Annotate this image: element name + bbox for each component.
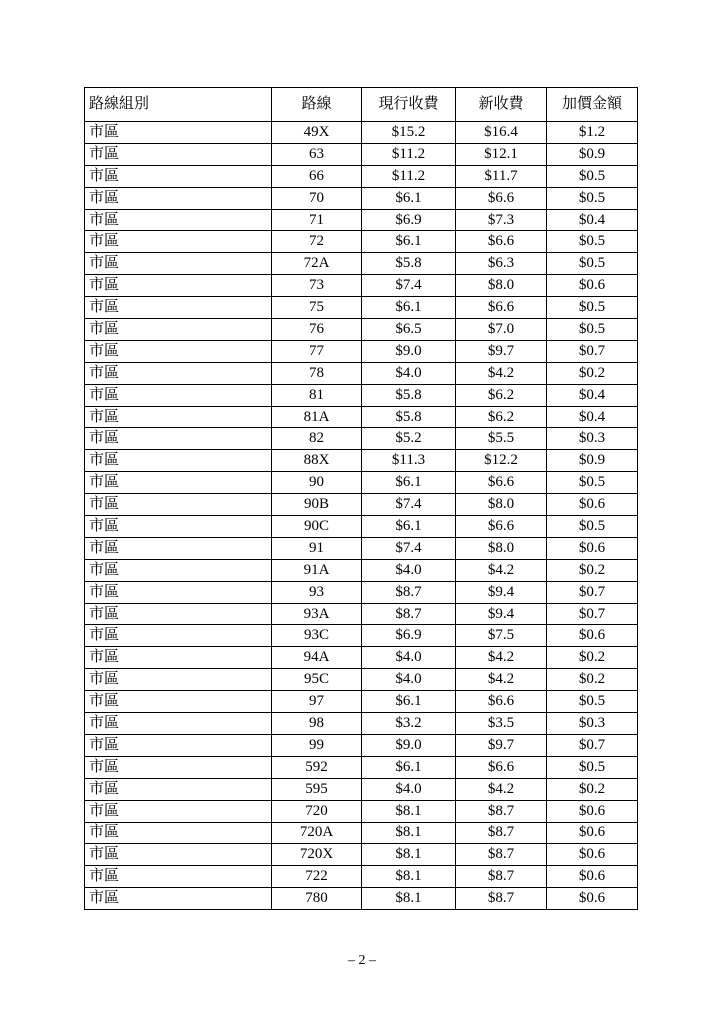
table-row xyxy=(85,187,638,209)
table-cell: $0.3 xyxy=(547,428,638,450)
table-cell: $7.4 xyxy=(362,494,456,516)
table-cell: 市區 xyxy=(85,691,272,713)
table-cell: $0.6 xyxy=(547,800,638,822)
table-cell: $0.6 xyxy=(547,537,638,559)
table-cell: $0.3 xyxy=(547,713,638,735)
table-cell: $6.6 xyxy=(456,187,547,209)
table-cell: $7.5 xyxy=(456,625,547,647)
table-cell: 81A xyxy=(272,406,362,428)
table-cell: 90C xyxy=(272,516,362,538)
table-row xyxy=(85,340,638,362)
table-cell: 市區 xyxy=(85,537,272,559)
table-cell: $4.2 xyxy=(456,559,547,581)
table-cell: $4.2 xyxy=(456,647,547,669)
table-cell: 90B xyxy=(272,494,362,516)
table-cell: 市區 xyxy=(85,734,272,756)
table-cell: $0.6 xyxy=(547,822,638,844)
table-row xyxy=(85,143,638,165)
table-cell: 70 xyxy=(272,187,362,209)
table-cell: $0.5 xyxy=(547,756,638,778)
table-cell: 市區 xyxy=(85,625,272,647)
table-cell: $6.1 xyxy=(362,756,456,778)
table-cell: $0.7 xyxy=(547,340,638,362)
table-row xyxy=(85,275,638,297)
table-cell: 93C xyxy=(272,625,362,647)
table-cell: 97 xyxy=(272,691,362,713)
table-cell: $0.6 xyxy=(547,625,638,647)
table-cell: $0.4 xyxy=(547,384,638,406)
table-cell: $0.2 xyxy=(547,362,638,384)
table-cell: $6.3 xyxy=(456,253,547,275)
table-cell: $7.0 xyxy=(456,319,547,341)
table-cell: $4.2 xyxy=(456,362,547,384)
table-cell: 市區 xyxy=(85,253,272,275)
table-cell: 720X xyxy=(272,844,362,866)
table-cell: 市區 xyxy=(85,362,272,384)
table-cell: $4.2 xyxy=(456,778,547,800)
table-cell: 市區 xyxy=(85,297,272,319)
table-cell: $8.1 xyxy=(362,866,456,888)
table-cell: $5.2 xyxy=(362,428,456,450)
table-cell: 市區 xyxy=(85,778,272,800)
table-cell: 72A xyxy=(272,253,362,275)
table-cell: 595 xyxy=(272,778,362,800)
table-cell: $6.2 xyxy=(456,384,547,406)
table-cell: $0.5 xyxy=(547,297,638,319)
table-cell: 市區 xyxy=(85,888,272,910)
table-cell: $7.4 xyxy=(362,275,456,297)
table-cell: 市區 xyxy=(85,603,272,625)
table-row xyxy=(85,450,638,472)
table-cell: 市區 xyxy=(85,494,272,516)
table-cell: $16.4 xyxy=(456,122,547,144)
table-row xyxy=(85,756,638,778)
table-cell: 市區 xyxy=(85,231,272,253)
column-header-increase: 加價金額 xyxy=(547,88,638,122)
table-cell: 99 xyxy=(272,734,362,756)
table-cell: $8.7 xyxy=(456,822,547,844)
table-cell: $9.7 xyxy=(456,340,547,362)
table-row xyxy=(85,537,638,559)
table-cell: $6.6 xyxy=(456,231,547,253)
table-cell: 75 xyxy=(272,297,362,319)
table-cell: $4.0 xyxy=(362,559,456,581)
table-cell: $8.1 xyxy=(362,822,456,844)
table-row xyxy=(85,472,638,494)
table-row xyxy=(85,691,638,713)
table-cell: $6.1 xyxy=(362,516,456,538)
table-cell: $6.6 xyxy=(456,472,547,494)
fare-table xyxy=(84,87,638,910)
table-row xyxy=(85,319,638,341)
table-cell: $8.7 xyxy=(362,603,456,625)
table-row xyxy=(85,362,638,384)
table-cell: $11.7 xyxy=(456,165,547,187)
table-cell: 市區 xyxy=(85,209,272,231)
table-cell: 72 xyxy=(272,231,362,253)
table-cell: 市區 xyxy=(85,866,272,888)
table-cell: 98 xyxy=(272,713,362,735)
table-cell: $1.2 xyxy=(547,122,638,144)
table-cell: $0.6 xyxy=(547,844,638,866)
page-number: – 2 – xyxy=(348,953,376,968)
table-row xyxy=(85,253,638,275)
table-cell: 市區 xyxy=(85,581,272,603)
table-cell: 市區 xyxy=(85,122,272,144)
table-cell: $8.0 xyxy=(456,537,547,559)
table-cell: 49X xyxy=(272,122,362,144)
table-cell: 市區 xyxy=(85,516,272,538)
table-cell: $0.5 xyxy=(547,319,638,341)
table-row xyxy=(85,165,638,187)
table-row xyxy=(85,581,638,603)
table-cell: $6.1 xyxy=(362,472,456,494)
table-row xyxy=(85,231,638,253)
table-cell: $0.9 xyxy=(547,450,638,472)
table-row xyxy=(85,866,638,888)
table-cell: $6.6 xyxy=(456,297,547,319)
table-cell: $0.5 xyxy=(547,187,638,209)
table-cell: $8.1 xyxy=(362,800,456,822)
table-row xyxy=(85,406,638,428)
table-cell: 市區 xyxy=(85,319,272,341)
table-cell: $0.2 xyxy=(547,669,638,691)
table-row xyxy=(85,669,638,691)
table-cell: 91A xyxy=(272,559,362,581)
table-cell: 市區 xyxy=(85,275,272,297)
table-cell: $0.4 xyxy=(547,209,638,231)
table-cell: 77 xyxy=(272,340,362,362)
table-cell: $0.2 xyxy=(547,647,638,669)
table-cell: 市區 xyxy=(85,340,272,362)
table-row xyxy=(85,494,638,516)
table-cell: $11.2 xyxy=(362,165,456,187)
table-cell: 720A xyxy=(272,822,362,844)
table-row xyxy=(85,209,638,231)
table-cell: $6.9 xyxy=(362,625,456,647)
table-cell: 66 xyxy=(272,165,362,187)
table-row xyxy=(85,559,638,581)
table-row xyxy=(85,625,638,647)
table-cell: 市區 xyxy=(85,450,272,472)
column-header-new-fare: 新收費 xyxy=(456,88,547,122)
table-row xyxy=(85,734,638,756)
table-cell: $8.1 xyxy=(362,844,456,866)
table-row xyxy=(85,428,638,450)
table-row xyxy=(85,384,638,406)
table-cell: $0.5 xyxy=(547,253,638,275)
table-cell: 市區 xyxy=(85,800,272,822)
table-cell: $12.2 xyxy=(456,450,547,472)
table-row xyxy=(85,888,638,910)
table-cell: $6.9 xyxy=(362,209,456,231)
table-cell: $8.7 xyxy=(362,581,456,603)
table-cell: $6.6 xyxy=(456,516,547,538)
table-cell: 592 xyxy=(272,756,362,778)
table-cell: $0.5 xyxy=(547,516,638,538)
table-cell: 93A xyxy=(272,603,362,625)
table-cell: $0.7 xyxy=(547,581,638,603)
table-cell: $6.1 xyxy=(362,297,456,319)
table-cell: 市區 xyxy=(85,165,272,187)
table-cell: $5.8 xyxy=(362,253,456,275)
table-cell: 93 xyxy=(272,581,362,603)
table-cell: $3.2 xyxy=(362,713,456,735)
table-cell: $0.6 xyxy=(547,866,638,888)
table-row xyxy=(85,297,638,319)
column-header-route: 路線 xyxy=(272,88,362,122)
table-cell: 市區 xyxy=(85,756,272,778)
table-cell: 市區 xyxy=(85,822,272,844)
table-cell: $11.3 xyxy=(362,450,456,472)
table-cell: $8.7 xyxy=(456,800,547,822)
table-cell: $6.6 xyxy=(456,691,547,713)
table-cell: $4.0 xyxy=(362,778,456,800)
table-cell: 720 xyxy=(272,800,362,822)
table-cell: $5.8 xyxy=(362,406,456,428)
table-cell: 78 xyxy=(272,362,362,384)
table-cell: $6.1 xyxy=(362,691,456,713)
table-cell: $8.7 xyxy=(456,888,547,910)
table-cell: 市區 xyxy=(85,384,272,406)
table-cell: $7.3 xyxy=(456,209,547,231)
table-cell: 81 xyxy=(272,384,362,406)
table-cell: $0.5 xyxy=(547,165,638,187)
table-cell: $6.2 xyxy=(456,406,547,428)
fare-table-body xyxy=(85,122,638,910)
table-cell: $9.7 xyxy=(456,734,547,756)
table-cell: 市區 xyxy=(85,428,272,450)
table-cell: $0.7 xyxy=(547,734,638,756)
table-cell: $9.0 xyxy=(362,734,456,756)
table-cell: 市區 xyxy=(85,647,272,669)
table-cell: $12.1 xyxy=(456,143,547,165)
table-cell: 市區 xyxy=(85,844,272,866)
table-cell: $0.2 xyxy=(547,778,638,800)
table-cell: 73 xyxy=(272,275,362,297)
table-cell: $4.2 xyxy=(456,669,547,691)
table-cell: $0.4 xyxy=(547,406,638,428)
table-cell: $0.9 xyxy=(547,143,638,165)
table-row xyxy=(85,844,638,866)
table-cell: $8.0 xyxy=(456,275,547,297)
table-cell: 市區 xyxy=(85,713,272,735)
table-cell: 市區 xyxy=(85,472,272,494)
table-cell: 90 xyxy=(272,472,362,494)
table-header-row xyxy=(85,88,638,122)
table-cell: 780 xyxy=(272,888,362,910)
table-cell: 88X xyxy=(272,450,362,472)
table-cell: 市區 xyxy=(85,143,272,165)
table-cell: $5.5 xyxy=(456,428,547,450)
table-cell: $4.0 xyxy=(362,669,456,691)
table-cell: $11.2 xyxy=(362,143,456,165)
table-cell: 91 xyxy=(272,537,362,559)
table-row xyxy=(85,647,638,669)
table-cell: $8.7 xyxy=(456,866,547,888)
table-cell: $4.0 xyxy=(362,647,456,669)
table-cell: $6.5 xyxy=(362,319,456,341)
table-cell: $0.5 xyxy=(547,231,638,253)
table-cell: $0.5 xyxy=(547,691,638,713)
table-cell: 市區 xyxy=(85,669,272,691)
table-cell: $0.2 xyxy=(547,559,638,581)
table-row xyxy=(85,800,638,822)
table-cell: $6.1 xyxy=(362,231,456,253)
table-cell: $8.1 xyxy=(362,888,456,910)
table-row xyxy=(85,122,638,144)
table-cell: $9.0 xyxy=(362,340,456,362)
table-cell: 市區 xyxy=(85,187,272,209)
table-cell: $4.0 xyxy=(362,362,456,384)
table-cell: 63 xyxy=(272,143,362,165)
table-cell: $9.4 xyxy=(456,603,547,625)
table-cell: 市區 xyxy=(85,559,272,581)
table-cell: $6.1 xyxy=(362,187,456,209)
table-cell: $0.7 xyxy=(547,603,638,625)
table-cell: 71 xyxy=(272,209,362,231)
table-cell: $15.2 xyxy=(362,122,456,144)
table-row xyxy=(85,516,638,538)
table-cell: 722 xyxy=(272,866,362,888)
table-cell: $8.7 xyxy=(456,844,547,866)
table-row xyxy=(85,713,638,735)
table-cell: $9.4 xyxy=(456,581,547,603)
table-cell: $7.4 xyxy=(362,537,456,559)
table-cell: 市區 xyxy=(85,406,272,428)
table-cell: 76 xyxy=(272,319,362,341)
table-cell: $8.0 xyxy=(456,494,547,516)
table-cell: $0.6 xyxy=(547,494,638,516)
table-row xyxy=(85,822,638,844)
table-cell: $5.8 xyxy=(362,384,456,406)
table-cell: 82 xyxy=(272,428,362,450)
table-cell: $0.5 xyxy=(547,472,638,494)
table-row xyxy=(85,603,638,625)
table-cell: $3.5 xyxy=(456,713,547,735)
table-cell: 94A xyxy=(272,647,362,669)
table-cell: $0.6 xyxy=(547,275,638,297)
table-cell: $0.6 xyxy=(547,888,638,910)
table-cell: $6.6 xyxy=(456,756,547,778)
column-header-current-fare: 現行收費 xyxy=(362,88,456,122)
column-header-route-group: 路線組別 xyxy=(85,88,272,122)
table-cell: 95C xyxy=(272,669,362,691)
table-row xyxy=(85,778,638,800)
